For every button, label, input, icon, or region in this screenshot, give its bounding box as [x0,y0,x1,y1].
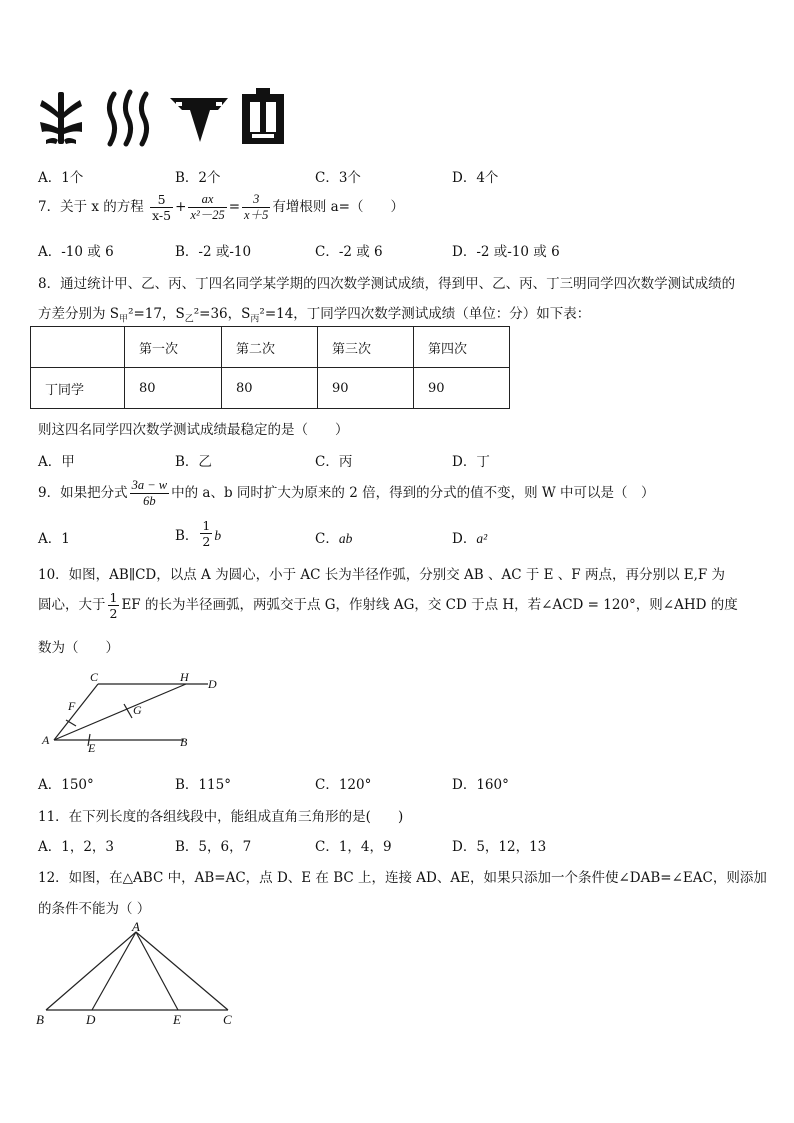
q9-option-a: A．1 [38,531,70,547]
q7-fraction-1: $\frac{5}{x-5}$ [152,192,172,223]
table-cell: 80 [125,368,222,409]
q10-half-fraction: $\frac{1}{2}$ [109,590,118,621]
q7-option-a: A．-10 或 6 [38,244,114,260]
q9-question: 9．如果把分式 $\frac{3a - w}{6b}$ 中的 a、b 同时扩大为原来的 2 倍，得到的分式的值不变，则 W 中可以是（ ） [38,478,655,508]
label-E: E [88,741,96,755]
q12-line-2: 的条件不能为（ ） [38,901,151,917]
q11-option-c: C．1，4，9 [315,839,392,855]
q9-option-b: B． $\frac{1}{2}$ b [175,518,222,549]
table-header-cell: 第二次 [222,327,318,368]
table-header-cell: 第一次 [125,327,222,368]
table-cell: 80 [222,368,318,409]
label-A: A [132,920,140,934]
q6-emblem-images [38,88,288,150]
q7-question: 7．关于 x 的方程 $\frac{5}{x-5}$ + $\frac{ax}{\text{x²－25}}$ = $\frac{3}{x+5}$ 有增根则 a=（ ） [38,192,404,223]
q7-suffix: 有增根则 a=（ ） [272,199,404,215]
q10-line-2: 圆心，大于 $\frac{1}{2}$ EF 的长为半径画弧，两弧交于点 G，作射线 AG，交 CD 于点 H，若∠ACD = 120°，则∠AHD 的度 [38,590,738,621]
q7-option-c: C．-2 或 6 [315,244,383,260]
q6-option-c: C．3个 [315,170,361,186]
q10-line-3: 数为（ ） [38,640,119,656]
table-header-cell: 第四次 [414,327,510,368]
q8-option-b: B．乙 [175,454,212,470]
q11-option-a: A．1，2，3 [38,839,115,855]
q11-option-d: D．5，12，13 [452,839,547,855]
q10-option-d: D．160° [452,777,509,793]
table-cell: 丁同学 [31,368,125,409]
label-B: B [36,1012,44,1027]
label-C: C [90,670,99,684]
emblem-1-icon [40,92,82,144]
table-header-cell: 第三次 [318,327,414,368]
q9-fraction: $\frac{3a - w}{6b}$ [131,478,168,508]
label-D: D [208,677,217,691]
label-E: E [173,1012,181,1027]
q7-option-d: D．-2 或-10 或 6 [452,244,560,260]
q8-score-table [30,326,510,409]
q10-option-c: C．120° [315,777,372,793]
table-cell: 90 [318,368,414,409]
q8-option-c: C．丙 [315,454,353,470]
q10-option-a: A．150° [38,777,94,793]
label-A: A [42,733,50,747]
label-C: C [223,1012,232,1027]
q6-option-d: D．4个 [452,170,499,186]
q10-line-1: 10．如图，AB∥CD，以点 A 为圆心，小于 AC 长为半径作弧，分别交 AB 、AC 于 E 、F 两点，再分别以 E,F 为 [38,567,726,583]
table-cell: 90 [414,368,510,409]
q11-option-b: B．5，6，7 [175,839,252,855]
q7-option-b: B．-2 或-10 [175,244,252,260]
q7-fraction-2: $\frac{ax}{\text{x²－25}}$ [190,192,225,222]
q8-question: 则这四名同学四次数学测试成绩最稳定的是（ ） [38,422,349,438]
q12-line-1: 12．如图，在△ABC 中，AB=AC，点 D、E 在 BC 上，连接 AD、AE，如果只添加一个条件使∠DAB=∠EAC，则添加 [38,870,767,886]
q8-line-2: 方差分别为 $S_甲^2=17$，$S_乙^2=36$，$S_丙^2=14$，丁同学四次数学测试成绩（单位：分）如下表： [38,306,591,325]
q10-geometry-figure [36,668,226,756]
label-B: B [180,735,188,749]
q8-line-1: 8．通过统计甲、乙、丙、丁四名同学某学期的四次数学测试成绩，得到甲、乙、丙、丁三明同学四次数学测试成绩的 [38,276,736,292]
table-row [31,368,510,409]
table-row [31,327,510,368]
emblem-2-icon [109,92,146,144]
q9-option-c: C．ab [315,531,353,547]
q9-option-d: D．a² [452,531,488,547]
q7-fraction-3: $\frac{3}{x+5}$ [244,192,269,222]
q11-question: 11．在下列长度的各组线段中，能组成直角三角形的是( ) [38,809,404,825]
label-G: G [133,703,142,717]
q10-option-b: B．115° [175,777,231,793]
q6-option-a: A．1个 [38,170,84,186]
q7-prefix: 7．关于 x 的方程 [38,199,144,215]
table-header-cell [31,327,125,368]
q12-triangle-figure [34,920,244,1030]
emblem-3-icon [170,98,228,142]
q6-option-b: B．2个 [175,170,221,186]
emblem-4-icon [242,88,284,144]
q8-option-d: D．丁 [452,454,490,470]
label-H: H [180,670,189,684]
label-D: D [86,1012,96,1027]
label-F: F [68,699,76,713]
q8-option-a: A．甲 [38,454,75,470]
